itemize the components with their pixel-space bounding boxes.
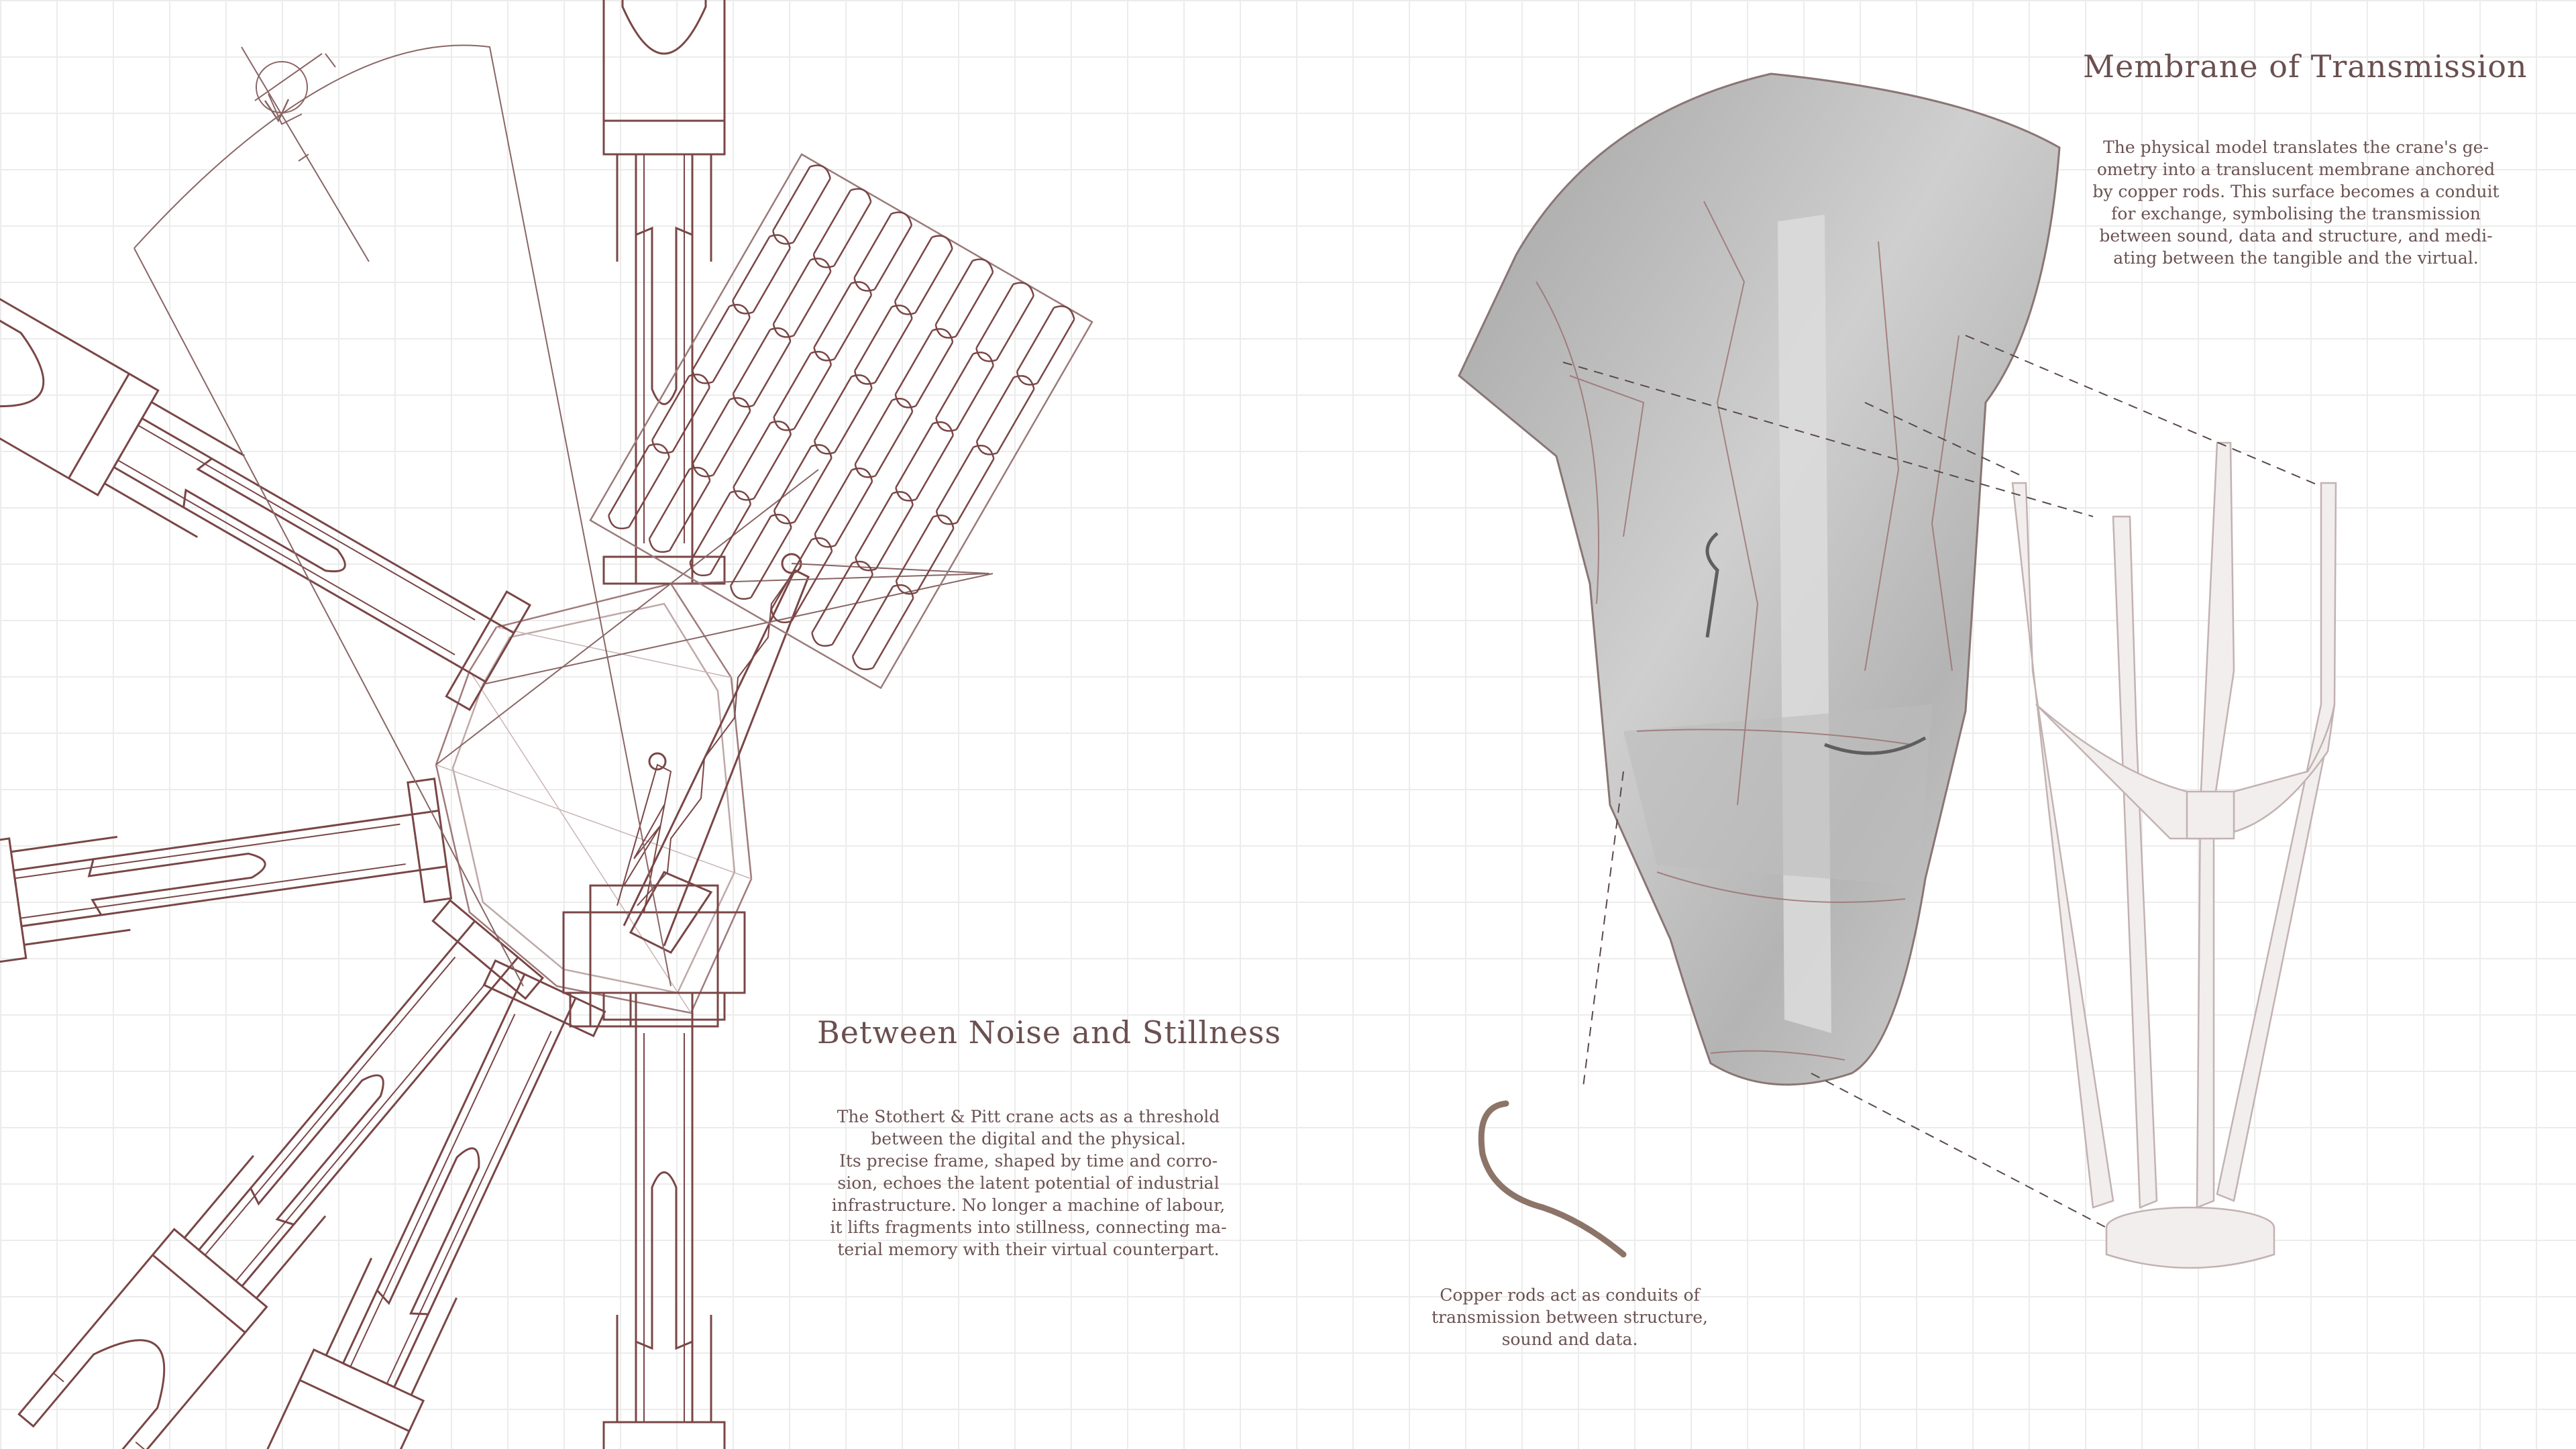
right-line: The physical model translates the crane's ge- xyxy=(2103,138,2489,157)
caption-line: sound and data. xyxy=(1501,1330,1638,1349)
right-line: ating between the tangible and the virtual. xyxy=(2113,248,2479,268)
right-line: for exchange, symbolising the transmission xyxy=(2111,204,2481,223)
left-line: terial memory with their virtual counterpart. xyxy=(837,1240,1220,1259)
left-line: Its precise frame, shaped by time and corro- xyxy=(839,1151,1218,1171)
copper-rod-sample xyxy=(1481,1104,1623,1254)
caption-line: transmission between structure, xyxy=(1432,1307,1708,1327)
right-description xyxy=(2083,136,2509,269)
membrane-model xyxy=(1459,74,2059,1085)
right-line: by copper rods. This surface becomes a conduit xyxy=(2092,182,2500,201)
right-line: ometry into a translucent membrane anchored xyxy=(2096,160,2496,179)
left-line: between the digital and the physical. xyxy=(871,1129,1186,1148)
copper-caption xyxy=(1409,1284,1731,1350)
rod-assembly xyxy=(2012,443,2336,1268)
right-line: between sound, data and structure, and medi- xyxy=(2099,226,2493,246)
left-line: The Stothert & Pitt crane acts as a threshold xyxy=(837,1107,1220,1126)
caption-line: Copper rods act as conduits of xyxy=(1440,1285,1700,1305)
left-title: Between Noise and Stillness xyxy=(817,1014,1282,1051)
left-line: it lifts fragments into stillness, connecting ma- xyxy=(830,1218,1227,1237)
left-description xyxy=(817,1106,1240,1260)
left-line: infrastructure. No longer a machine of labour, xyxy=(831,1195,1226,1215)
right-title: Membrane of Transmission xyxy=(2083,48,2528,85)
left-line: sion, echoes the latent potential of industrial xyxy=(837,1173,1220,1193)
